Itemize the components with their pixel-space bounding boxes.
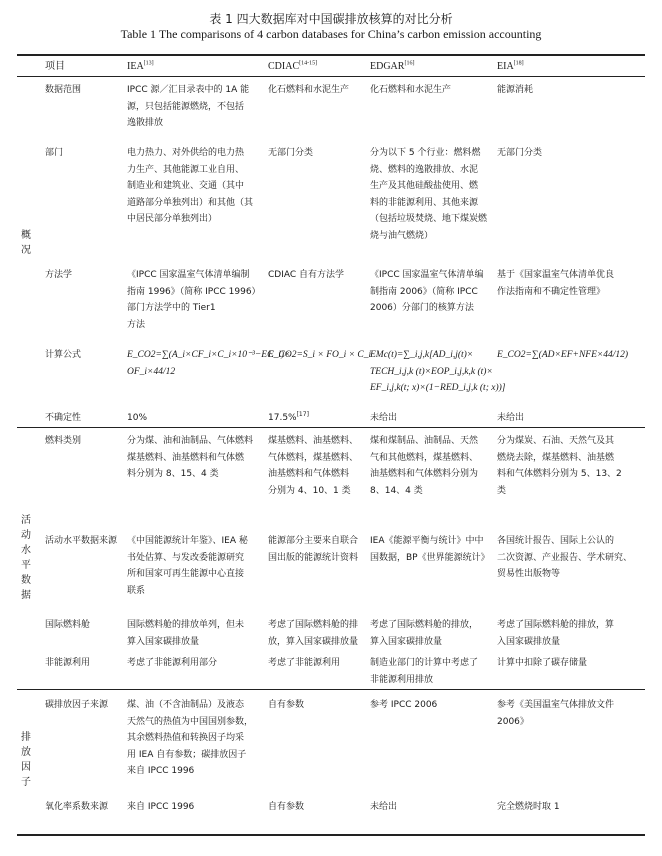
cell-line: E_CO2=∑(AD×EF+NFE×44/12) — [497, 350, 629, 360]
cell-source-iea — [127, 533, 248, 599]
header-edgar: EDGAR[16] — [370, 60, 415, 72]
cell-line: 考虑了国际燃料舱的排 — [268, 620, 359, 630]
cell-line: 烧与油气燃烧） — [370, 230, 434, 241]
cell-line: 生产及其他硅酸盐使用、燃 — [370, 181, 479, 191]
cell-line: 计算中扣除了碳存储量 — [497, 658, 588, 668]
cell-sector-label — [45, 145, 63, 162]
cell-text: 氧化率系数来源 — [45, 802, 109, 812]
cell-line: 力生产、其他能源工业自用、 — [127, 164, 245, 175]
cell-line: 二次资源、产业报告、学术研究、 — [497, 552, 633, 563]
cell-line: 煤基燃料、油基燃料、 — [268, 436, 359, 446]
cell-line: 料和气体燃料分别为 5、13、2 — [497, 469, 622, 479]
cell-bunker-iea — [127, 617, 244, 650]
cell-text: 碳排放因子来源 — [45, 700, 109, 710]
cell-line: 电力热力、对外供给的电力热 — [127, 148, 245, 158]
cell-line: 算入国家碳排放量 — [370, 636, 443, 647]
cell-line: 参考《美国温室气体排放文件 — [497, 700, 615, 710]
cell-line: 分为以下 5 个行业：燃料燃 — [370, 148, 481, 158]
cell-method-label — [45, 267, 72, 284]
cell-uncertainty-label — [45, 410, 81, 427]
cell-oxidation-cdiac — [268, 799, 304, 816]
cell-line: 考虑了国际燃料舱的排放，算 — [497, 620, 615, 630]
cell-text: 未给出 — [497, 413, 525, 423]
group-divider-1 — [17, 427, 645, 428]
cell-line: 国际燃料舱的排放单列，但未 — [127, 620, 245, 630]
cell-line: 书处估算、与发改委能源研究 — [127, 552, 245, 563]
cell-line: 化石燃料和水泥生产 — [268, 85, 350, 95]
cell-line: 分为煤炭、石油、天然气及其 — [497, 436, 615, 446]
cell-line: 国数据，BP《世界能源统计》 — [370, 552, 490, 563]
cell-source-edgar — [370, 533, 490, 566]
header-rule — [17, 76, 645, 77]
bottom-rule — [17, 834, 645, 836]
cell-formula-label — [45, 347, 81, 364]
cell-line: IPCC 源／汇目录表中的 1A 能 — [127, 85, 250, 95]
cell-line: 《中国能源统计年鉴》、IEA 秘 — [127, 536, 248, 546]
cell-line: 逸散排放 — [127, 118, 164, 128]
cell-line: 天然气的热值为中国国别参数， — [127, 716, 254, 727]
cell-line: CDIAC 自有方法学 — [268, 270, 345, 280]
cell-line: 未给出 — [370, 802, 398, 812]
cell-line: OF_i×44/12 — [127, 366, 176, 377]
cell-source-cdiac — [268, 533, 358, 566]
cell-line: 参考 IPCC 2006 — [370, 700, 438, 710]
cell-line: 算入国家碳排放量 — [127, 636, 200, 647]
cell-sector-eia — [497, 145, 542, 162]
cell-ef_source-edgar — [370, 697, 437, 714]
cell-sector-iea — [127, 145, 253, 228]
cell-line: 煤基燃料、油基燃料和气体燃 — [127, 452, 245, 463]
cell-line: 类 — [497, 485, 507, 496]
cell-nonenergy-edgar — [370, 655, 478, 688]
cell-sector-edgar — [370, 145, 487, 244]
cell-nonenergy-cdiac — [268, 655, 340, 672]
cell-formula-eia — [497, 347, 628, 364]
cell-line: 自有参数 — [268, 802, 305, 812]
cell-scope-iea — [127, 82, 249, 132]
cell-uncertainty-edgar — [370, 410, 397, 427]
cell-bunker-label — [45, 617, 90, 634]
group-overview: 概况 — [21, 230, 31, 256]
cell-line: 煤、油（不含油制品）及液态 — [127, 700, 245, 710]
cell-uncertainty-eia — [497, 410, 524, 427]
cell-ef_source-eia — [497, 697, 614, 730]
cell-line: 国出版的能源统计资料 — [268, 552, 359, 563]
cell-scope-label — [45, 82, 81, 99]
cell-bunker-edgar — [370, 617, 478, 650]
cell-line: 各国统计报告、国际上公认的 — [497, 536, 615, 546]
cell-text: 10% — [127, 413, 148, 423]
cell-oxidation-eia — [497, 799, 560, 816]
cell-fuel-iea — [127, 433, 253, 483]
cell-line: 油基燃料和气体燃料分别为 — [370, 469, 479, 479]
header-iea: IEA[13] — [127, 60, 154, 72]
header-item: 项目 — [45, 61, 65, 72]
cell-formula-iea — [127, 347, 290, 380]
cell-sector-cdiac — [268, 145, 313, 162]
cell-line: 能源部分主要来自联合 — [268, 536, 359, 546]
cell-source-label — [45, 533, 117, 550]
cell-line: 自有参数 — [268, 700, 305, 710]
cell-line: 完全燃烧时取 1 — [497, 802, 560, 812]
cell-nonenergy-iea — [127, 655, 217, 672]
cell-line: 燃烧去除，煤基燃料、油基燃 — [497, 452, 615, 463]
cell-line: 制造业部门的计算中考虑了 — [370, 658, 479, 668]
cell-line: 油基燃料和气体燃料 — [268, 469, 350, 479]
cell-fuel-label — [45, 433, 81, 450]
cell-line: 作法指南和不确定性管理》 — [497, 286, 606, 297]
cell-method-iea — [127, 267, 261, 333]
cell-text: 方法学 — [45, 270, 73, 280]
cell-bunker-eia — [497, 617, 614, 650]
cell-text: 活动水平数据来源 — [45, 536, 118, 546]
table-title-en: Table 1 The comparisons of 4 carbon databases for China’s carbon emission accounting — [120, 27, 542, 41]
cell-scope-cdiac — [268, 82, 349, 99]
cell-line: 《IPCC 国家温室气体清单编制 — [127, 270, 250, 280]
cell-line: 部门方法学中的 Tier1 — [127, 303, 216, 313]
cell-nonenergy-label — [45, 655, 90, 672]
cell-scope-eia — [497, 82, 533, 99]
cell-line: EMc(t)=∑_i,j,k[AD_i,j(t)× — [370, 350, 474, 360]
cell-line: 贸易性出版物等 — [497, 569, 561, 579]
header-cdiac: CDIAC[14-15] — [268, 60, 318, 72]
cell-line: 道路部分单独列出）和其他（其 — [127, 197, 254, 208]
cell-source-eia — [497, 533, 632, 583]
cell-line: E_CO2=S_i × FO_i × C_i — [268, 350, 372, 360]
cell-line: 2006）分部门的核算方法 — [370, 303, 474, 313]
cell-nonenergy-eia — [497, 655, 587, 672]
cell-uncertainty-iea — [127, 410, 147, 427]
cell-line: 放，算入国家碳排放量 — [268, 636, 359, 647]
cell-line: 来自 IPCC 1996 — [127, 802, 195, 812]
cell-line: IEA《能源平衡与统计》中中 — [370, 536, 484, 546]
cell-method-cdiac — [268, 267, 344, 284]
cell-ef_source-label — [45, 697, 108, 714]
cell-line: 所和国家可再生能源中心直接 — [127, 569, 245, 579]
cell-line: 其余燃料热值和转换因子均采 — [127, 733, 245, 743]
cell-line: 制造业和建筑业、交通（其中 — [127, 181, 245, 191]
cell-line: 无部门分类 — [497, 148, 543, 158]
cell-line: EF_i,j,k(t; x)×(1−RED_i,j,k (t; x))] — [370, 383, 506, 393]
cell-line: TECH_i,j,k (t)×EOP_i,j,k,k (t)× — [370, 366, 493, 377]
cell-line: 非能源利用排放 — [370, 674, 434, 685]
cell-oxidation-label — [45, 799, 108, 816]
cell-text: 17.5% — [268, 413, 297, 423]
cell-text: 燃料类别 — [45, 436, 82, 446]
top-rule — [17, 54, 645, 56]
header-eia: EIA[18] — [497, 60, 524, 72]
cell-line: 煤和煤制品、油制品、天然 — [370, 436, 479, 446]
cell-ef_source-cdiac — [268, 697, 304, 714]
cell-line: 中居民部分单独列出） — [127, 214, 218, 224]
cell-line: 2006》 — [497, 716, 529, 727]
cell-line: （包括垃圾焚烧、地下煤炭燃 — [370, 214, 488, 224]
cell-text: 数据范围 — [45, 85, 82, 95]
cell-line: 来自 IPCC 1996 — [127, 766, 195, 776]
cell-line: 指南 1996》（简称 IPCC 1996） — [127, 286, 261, 297]
cell-line: 源，只包括能源燃烧，不包括 — [127, 101, 245, 112]
cell-line: 能源消耗 — [497, 85, 534, 95]
cell-line: 无部门分类 — [268, 148, 314, 158]
cell-line: 烧、燃料的逸散排放、水泥 — [370, 164, 479, 175]
cell-text: 国际燃料舱 — [45, 620, 91, 630]
cell-formula-edgar — [370, 347, 505, 397]
cell-text: 部门 — [45, 148, 64, 158]
cell-line: 料分别为 8、15、4 类 — [127, 469, 219, 479]
cell-text: 非能源利用 — [45, 658, 91, 668]
cell-text: 计算公式 — [45, 350, 82, 360]
cell-line: 用 IEA 自有参数；碳排放因子 — [127, 749, 247, 760]
group-divider-2 — [17, 689, 645, 690]
cell-uncertainty-cdiac — [268, 410, 309, 427]
cell-oxidation-iea — [127, 799, 194, 816]
cell-line: 方法 — [127, 319, 146, 330]
cell-line: 制指南 2006》（简称 IPCC — [370, 286, 478, 297]
cell-line: 分为煤、油和油制品、气体燃料 — [127, 436, 254, 446]
cell-line: 入国家碳排放量 — [497, 636, 561, 647]
cell-method-edgar — [370, 267, 484, 317]
cdiac-uncertainty-ref: [17] — [296, 411, 309, 418]
cell-line: 考虑了非能源利用部分 — [127, 658, 218, 668]
cell-line: 考虑了国际燃料舱的排放， — [370, 620, 479, 630]
cell-text: 未给出 — [370, 413, 398, 423]
cell-fuel-eia — [497, 433, 622, 499]
cell-line: 《IPCC 国家温室气体清单编 — [370, 270, 484, 280]
cell-method-eia — [497, 267, 614, 300]
cell-line: 分别为 4、10、1 类 — [268, 485, 351, 496]
table-title-cn: 表 1 四大数据库对中国碳排放核算的对比分析 — [209, 12, 453, 26]
cell-line: 气体燃料，煤基燃料、 — [268, 452, 359, 463]
cell-line: 化石燃料和水泥生产 — [370, 85, 452, 95]
cell-fuel-cdiac — [268, 433, 358, 499]
cell-line: E_CO2=∑(A_i×CF_i×C_i×10⁻³−EC_i)× — [127, 350, 291, 360]
cell-line: 8、14、4 类 — [370, 485, 423, 496]
cell-line: 考虑了非能源利用 — [268, 658, 341, 668]
cell-line: 料的非能源利用、其他来源 — [370, 197, 479, 208]
cell-scope-edgar — [370, 82, 451, 99]
cell-fuel-edgar — [370, 433, 478, 499]
cell-line: 基于《国家温室气体清单优良 — [497, 270, 615, 280]
cell-text: 不确定性 — [45, 413, 82, 423]
cell-bunker-cdiac — [268, 617, 358, 650]
cell-line: 气和其他燃料，煤基燃料、 — [370, 452, 479, 463]
group-emission-factor: 排放因子 — [21, 732, 31, 788]
group-activity: 活动水平数据 — [21, 515, 31, 601]
cell-formula-cdiac — [268, 347, 371, 364]
cell-oxidation-edgar — [370, 799, 397, 816]
cell-line: 联系 — [127, 585, 146, 596]
cell-ef_source-iea — [127, 697, 253, 780]
